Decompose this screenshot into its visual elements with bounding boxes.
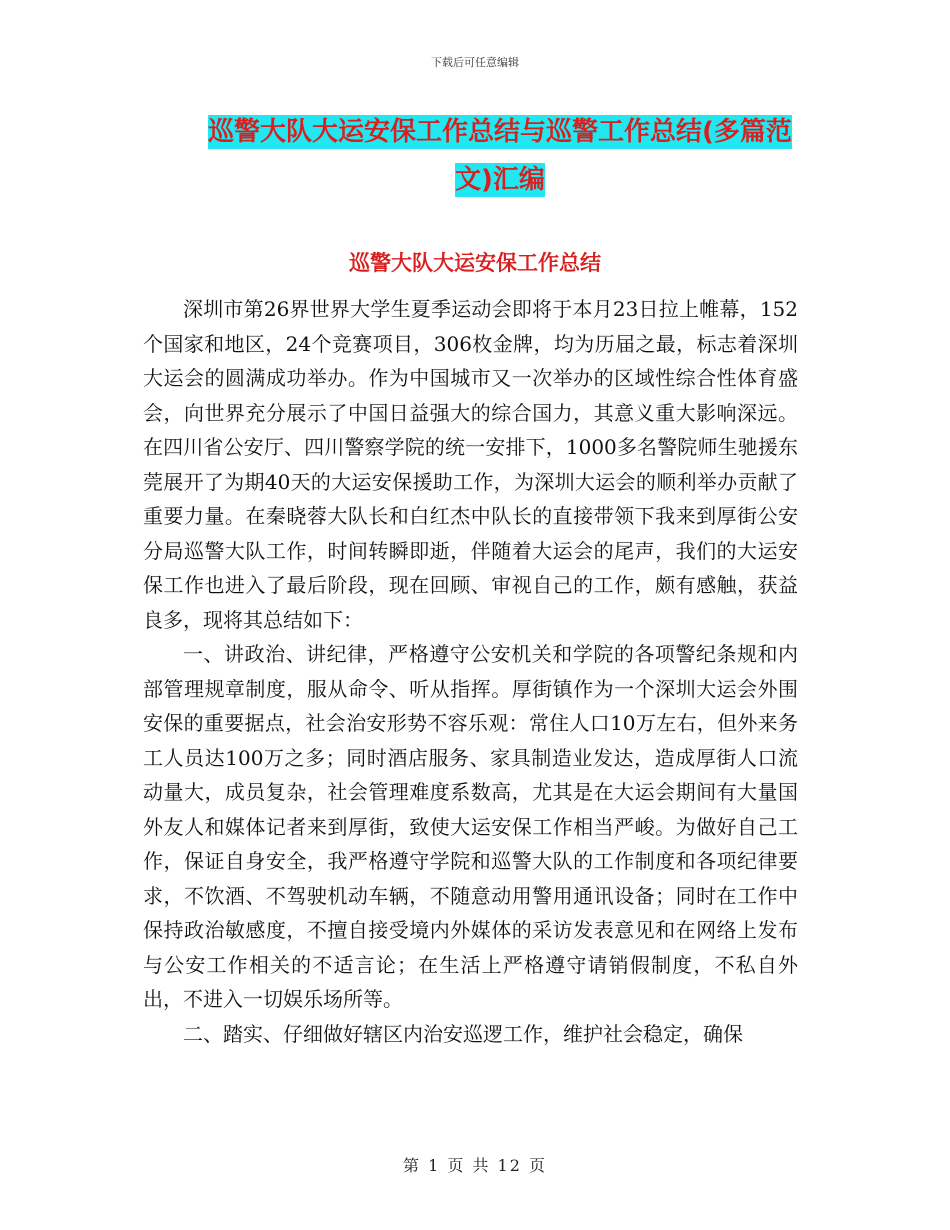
document-title-highlight: 巡警大队大运安保工作总结与巡警工作总结(多篇范文)汇编 [208,117,792,195]
header-note: 下载后可任意编辑 [431,56,519,69]
paragraph-section-two: 二、踏实、仔细做好辖区内治安巡逻工作，维护社会稳定，确保 [183,1021,743,1046]
body-text [143,292,798,1051]
document-title [200,108,800,204]
paragraph-section-one: 一、讲政治、讲纪律，严格遵守公安机关和学院的各项警纪条规和内部管理规章制度，服从命令、听从指挥。厚街镇作为一个深圳大运会外围安保的重要据点，社会治安形势不容乐观：常住人口10万左右，但外来务工人员达100万之多；同时酒店服务、家具制造业发达，造成厚街人口流动量大，成员复杂，社会管理难度系数高，尤其是在大运会期间有大量国外友人和媒体记者来到厚街，致使大运安保工作相当严峻。为做好自己工作，保证自身安全，我严格遵守学院和巡警大队的工作制度和各项纪律要求，不饮酒、不驾驶机动车辆，不随意动用警用通讯设备；同时在工作中保持政治敏感度，不擅自接受境内外媒体的采访发表意见和在网络上发布与公安工作相关的不适言论；在生活上严格遵守请销假制度，不私自外出，不进入一切娱乐场所等。 [143,642,798,1011]
section-title: 巡警大队大运安保工作总结 [349,251,601,275]
paragraph-intro: 深圳市第26界世界大学生夏季运动会即将于本月23日拉上帷幕，152个国家和地区，24个竞赛项目，306枚金牌，均为历届之最，标志着深圳大运会的圆满成功举办。作为中国城市又一次举办的区域性综合性体育盛会，向世界充分展示了中国日益强大的综合国力，其意义重大影响深远。在四川省公安厅、四川警察学院的统一安排下，1000多名警院师生驰援东莞展开了为期40天的大运安保援助工作，为深圳大运会的顺利举办贡献了重要力量。在秦晓蓉大队长和白红杰中队长的直接带领下我来到厚街公安分局巡警大队工作，时间转瞬即逝，伴随着大运会的尾声，我们的大运安保工作也进入了最后阶段，现在回顾、审视自己的工作，颇有感触，获益良多，现将其总结如下： [143,297,798,632]
page-footer: 第 1 页 共 12 页 [403,1156,547,1175]
